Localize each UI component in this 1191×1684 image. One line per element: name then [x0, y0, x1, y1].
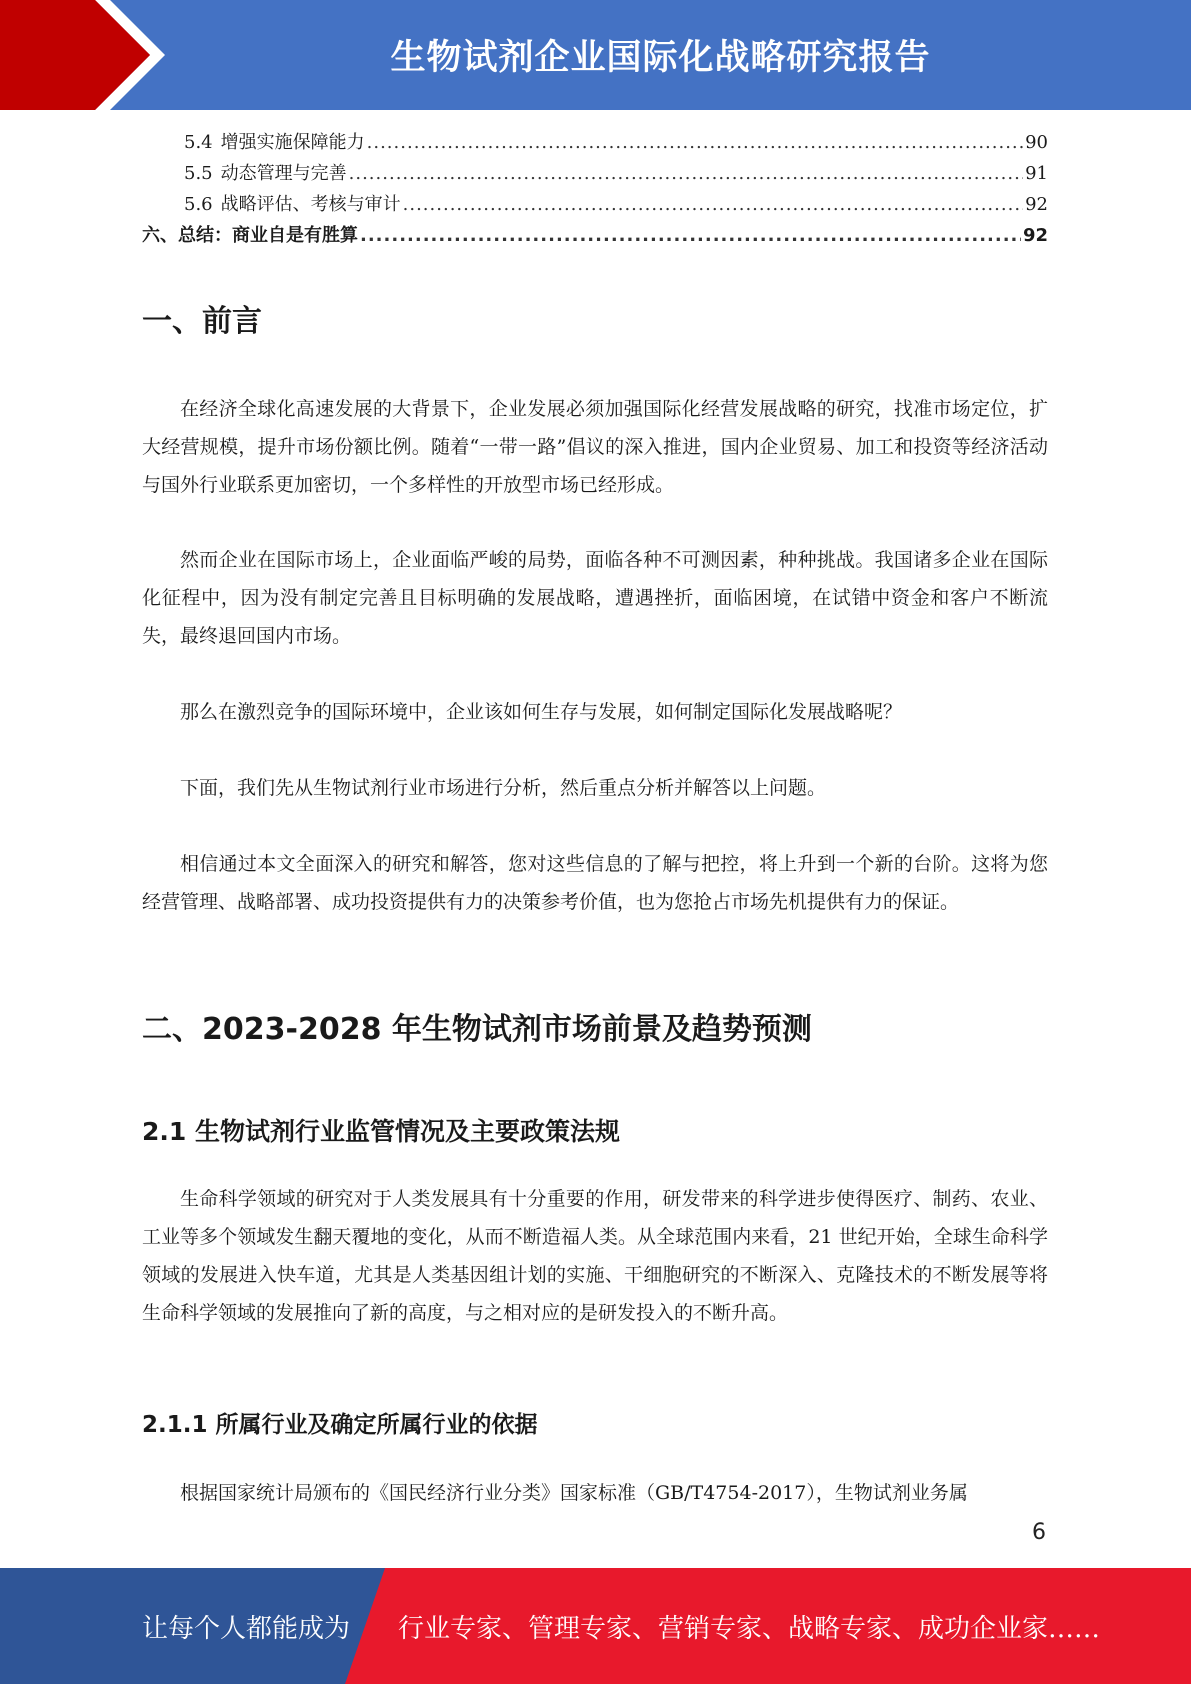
body-paragraph: 然而企业在国际市场上，企业面临严峻的局势，面临各种不可测因素，种种挑战。我国诸多企业在国际化征程中，因为没有制定完善且目标明确的发展战略，遭遇挫折，面临困境，在试错中资金和客户不断流失，最终退回国内市场。 — [142, 549, 1048, 647]
section-heading-preface: 一、前言 — [142, 304, 262, 339]
section-heading-market-forecast: 二、2023-2028 年生物试剂市场前景及趋势预测 — [142, 1012, 812, 1047]
toc-item-title: 增强实施保障能力 — [220, 132, 365, 153]
page-header — [0, 0, 1191, 110]
toc-item[interactable] — [142, 221, 1048, 252]
toc-item[interactable] — [142, 190, 1048, 221]
body-paragraph: 在经济全球化高速发展的大背景下，企业发展必须加强国际化经营发展战略的研究，找准市场定位，扩大经营规模，提升市场份额比例。随着“一带一路”倡议的深入推进，国内企业贸易、加工和投资等经济活动与国外行业联系更加密切，一个多样性的开放型市场已经形成。 — [142, 398, 1048, 496]
toc-item[interactable] — [142, 159, 1048, 190]
body-paragraph: 根据国家统计局颁布的《国民经济行业分类》国家标准（GB/T4754-2017），生物试剂业务属 — [180, 1482, 968, 1504]
table-of-contents — [142, 128, 1048, 252]
subsection-heading-regulation: 2.1 生物试剂行业监管情况及主要政策法规 — [142, 1117, 620, 1146]
toc-item-page: 91 — [1025, 163, 1048, 184]
body-paragraph: 那么在激烈竞争的国际环境中，企业该如何生存与发展，如何制定国际化发展战略呢？ — [180, 701, 903, 723]
toc-leader-dots — [367, 132, 1023, 153]
body-paragraph: 下面，我们先从生物试剂行业市场进行分析，然后重点分析并解答以上问题。 — [180, 777, 827, 799]
page-number: 6 — [1032, 1520, 1046, 1545]
body-paragraph: 相信通过本文全面深入的研究和解答，您对这些信息的了解与把控，将上升到一个新的台阶。这将为您经营管理、战略部署、成功投资提供有力的决策参考价值，也为您抢占市场先机提供有力的保证。 — [142, 853, 1048, 913]
report-title: 生物试剂企业国际化战略研究报告 — [390, 38, 931, 78]
page-footer — [0, 1568, 1191, 1684]
toc-item-title: 战略评估、考核与审计 — [220, 194, 401, 215]
toc-item-title: 动态管理与完善 — [220, 163, 347, 184]
body-paragraph: 生命科学领域的研究对于人类发展具有十分重要的作用，研发带来的科学进步使得医疗、制药、农业、工业等多个领域发生翻天覆地的变化，从而不断造福人类。从全球范围内来看，21 世纪开始，全球生命科学领域的发展进入快车道，尤其是人类基因组计划的实施、干细胞研究的不断深入、克隆技术的不断发展等将生命科学领域的发展推向了新的高度，与之相对应的是研发投入的不断升高。 — [142, 1188, 1048, 1324]
toc-leader-dots — [349, 163, 1023, 184]
footer-slogan-right: 行业专家、管理专家、营销专家、战略专家、成功企业家…… — [398, 1613, 1101, 1644]
toc-item-page: 92 — [1022, 225, 1048, 246]
toc-leader-dots — [403, 194, 1023, 215]
toc-item-page: 90 — [1025, 132, 1048, 153]
toc-item-page: 92 — [1025, 194, 1048, 215]
toc-item-title: 六、总结：商业自是有胜算 — [142, 225, 358, 246]
toc-item-number: 5.6 — [184, 194, 213, 215]
footer-slogan-left: 让每个人都能成为 — [142, 1613, 351, 1644]
toc-item-number: 5.4 — [184, 132, 213, 153]
toc-item-number: 5.5 — [184, 163, 213, 184]
toc-item[interactable] — [142, 128, 1048, 159]
subsection-heading-industry-basis: 2.1.1 所属行业及确定所属行业的依据 — [142, 1412, 538, 1438]
toc-leader-dots — [360, 225, 1021, 246]
